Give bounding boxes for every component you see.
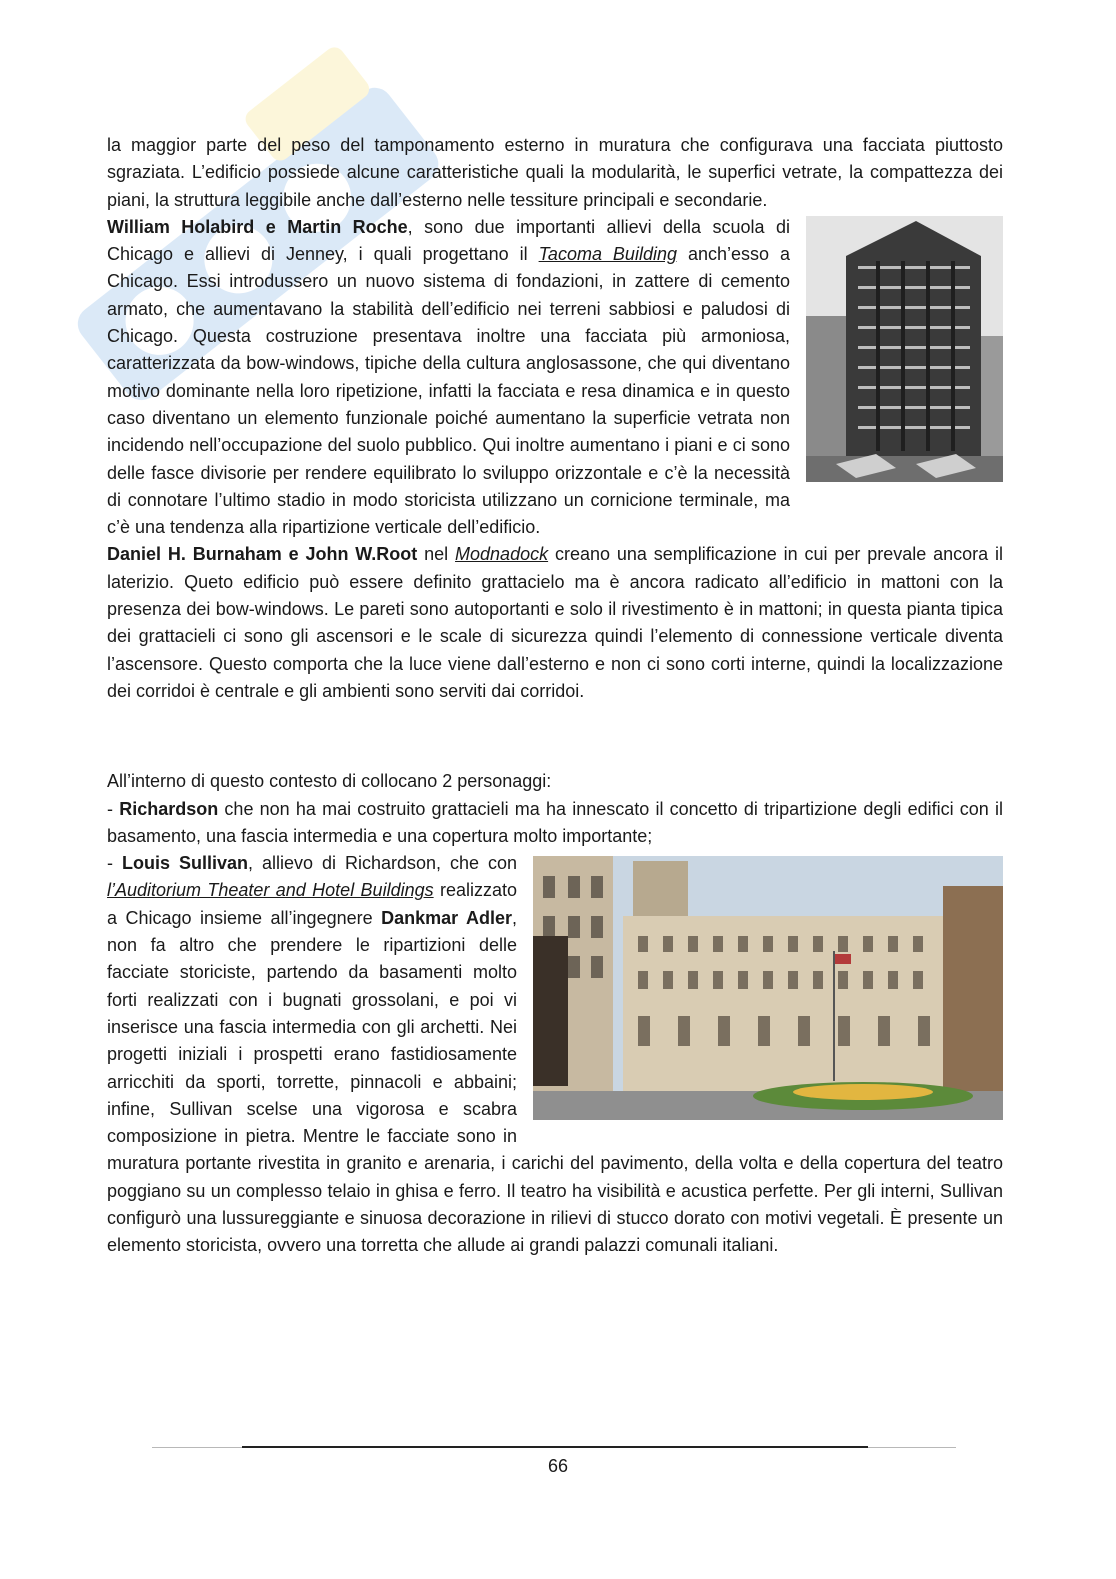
auditorium-building-photo [533,856,1003,1120]
footer-divider [242,1446,868,1448]
name-sullivan: Louis Sullivan [121,853,248,874]
link-auditorium: l’Auditorium Theater and Hotel Buildings [107,880,434,901]
document-body [107,132,1003,1260]
link-tacoma-building: Tacoma Building [538,244,677,265]
paragraph-context: All’interno di questo contesto di collocano 2 personaggi: [107,771,552,792]
name-richardson: Richardson [119,798,219,819]
page-number: 66 [547,1456,569,1476]
paragraph-richardson: - Richardson che non ha mai costruito grattacieli ma ha innescato il concetto di tripartizione degli edifici con il basamento, una fascia intermedia e una copertura molto importante; [107,798,1004,846]
tacoma-building-photo [806,216,1003,482]
paragraph-burnham-root: Daniel H. Burnaham e John W.Root nel Modnadock creano una semplificazione in cui per prevale ancora il laterizio. Queto edificio può essere definito grattacielo ma è ancora radicato all’edificio in mattoni con la presenza dei bow-windows. Le pareti sono autoportanti e solo il rivestimento è in mattoni; in questa pianta tipica dei grattacieli ci sono gli ascensori e le scale di sicurezza quindi l’elemento di connessione verticale diventa l’ascensore. Questo comporta che la luce viene dall’esterno e non ci sono corti interne, quindi la localizzazione dei corridoi è centrale e gli ambienti sono serviti dai corridoi. [107,544,1003,701]
paragraph-holabird-roche: William Holabird e Martin Roche, sono due importanti allievi della scuola di Chicago e allievi di Jenney, i quali progettano il Tacoma Building anch’esso a Chicago. Essi introdussero un nuovo sistema di fondazioni, in zattere di cemento armato, che aumentavano la stabilità dell’edificio nei terreni sabbiosi e paludosi di Chicago. Questa costruzione presentava inoltre una facciata più armoniosa, caratterizzata da bow-windows, tipiche della cultura anglosassone, che qui diventano motivo dominante nella loro ripetizione, infatti la facciata e resa dinamica e in questo caso diventano un elemento funzionale poiché aumentano la superficie vetrata non incidendo nell’occupazione del suolo pubblico. Qui inoltre aumentano i piani e ci sono delle fasce divisorie per rendere equilibrato lo sviluppo orizzontale e c’è la necessità di connotare l’ultimo stadio in modo storicista utilizzano un cornicione terminale, ma c’è una tendenza alla ripartizione verticale dell’edificio. [107,216,790,538]
paragraph-intro: la maggior parte del peso del tamponamento esterno in muratura che configurava una facciata piuttosto sgraziata. L’edificio possiede alcune caratteristiche quali la modularità, le superfici vetrate, la compattezza dei piani, la struttura leggibile anche dall’esterno nelle tessiture principali e secondarie. [107,135,1003,210]
name-adler: Dankmar Adler [381,907,512,928]
name-burnham-root: Daniel H. Burnaham e John W.Root [107,544,418,565]
name-holabird-roche: William Holabird e Martin Roche [107,216,408,237]
link-monadnock: Modnadock [455,544,549,565]
paragraph-sullivan: - Louis Sullivan, allievo di Richardson, che con l’Auditorium Theater and Hotel Buildings realizzato a Chicago insieme all’ingegnere Dankmar Adler, non fa altro che prendere le ripartizioni delle facciate storiciste, partendo da basamenti molto forti realizzati con i bugnati grossolani, e poi vi inserisce una fascia intermedia con gli archetti. Nei progetti iniziali i prospetti erano fastidiosamente arricchiti da sporti, torrette, pinnacoli e abbaini; infine, Sullivan scelse una vigorosa e scabra composizione in pietra. Mentre le facciate sono in muratura portante rivestita in granito e arenaria, i carichi del pavimento, della volta e della copertura del teatro poggiano su un complesso telaio in ghisa e ferro. Il teatro ha visibilità e acustica perfette. Per gli interni, Sullivan configurò una lussureggiante e sinuosa decorazione in rilievi di stucco dorato con motivi vegetali. È presente un elemento storicista, ovvero una torretta che allude ai grandi palazzi comunali italiani. [107,853,1003,1256]
